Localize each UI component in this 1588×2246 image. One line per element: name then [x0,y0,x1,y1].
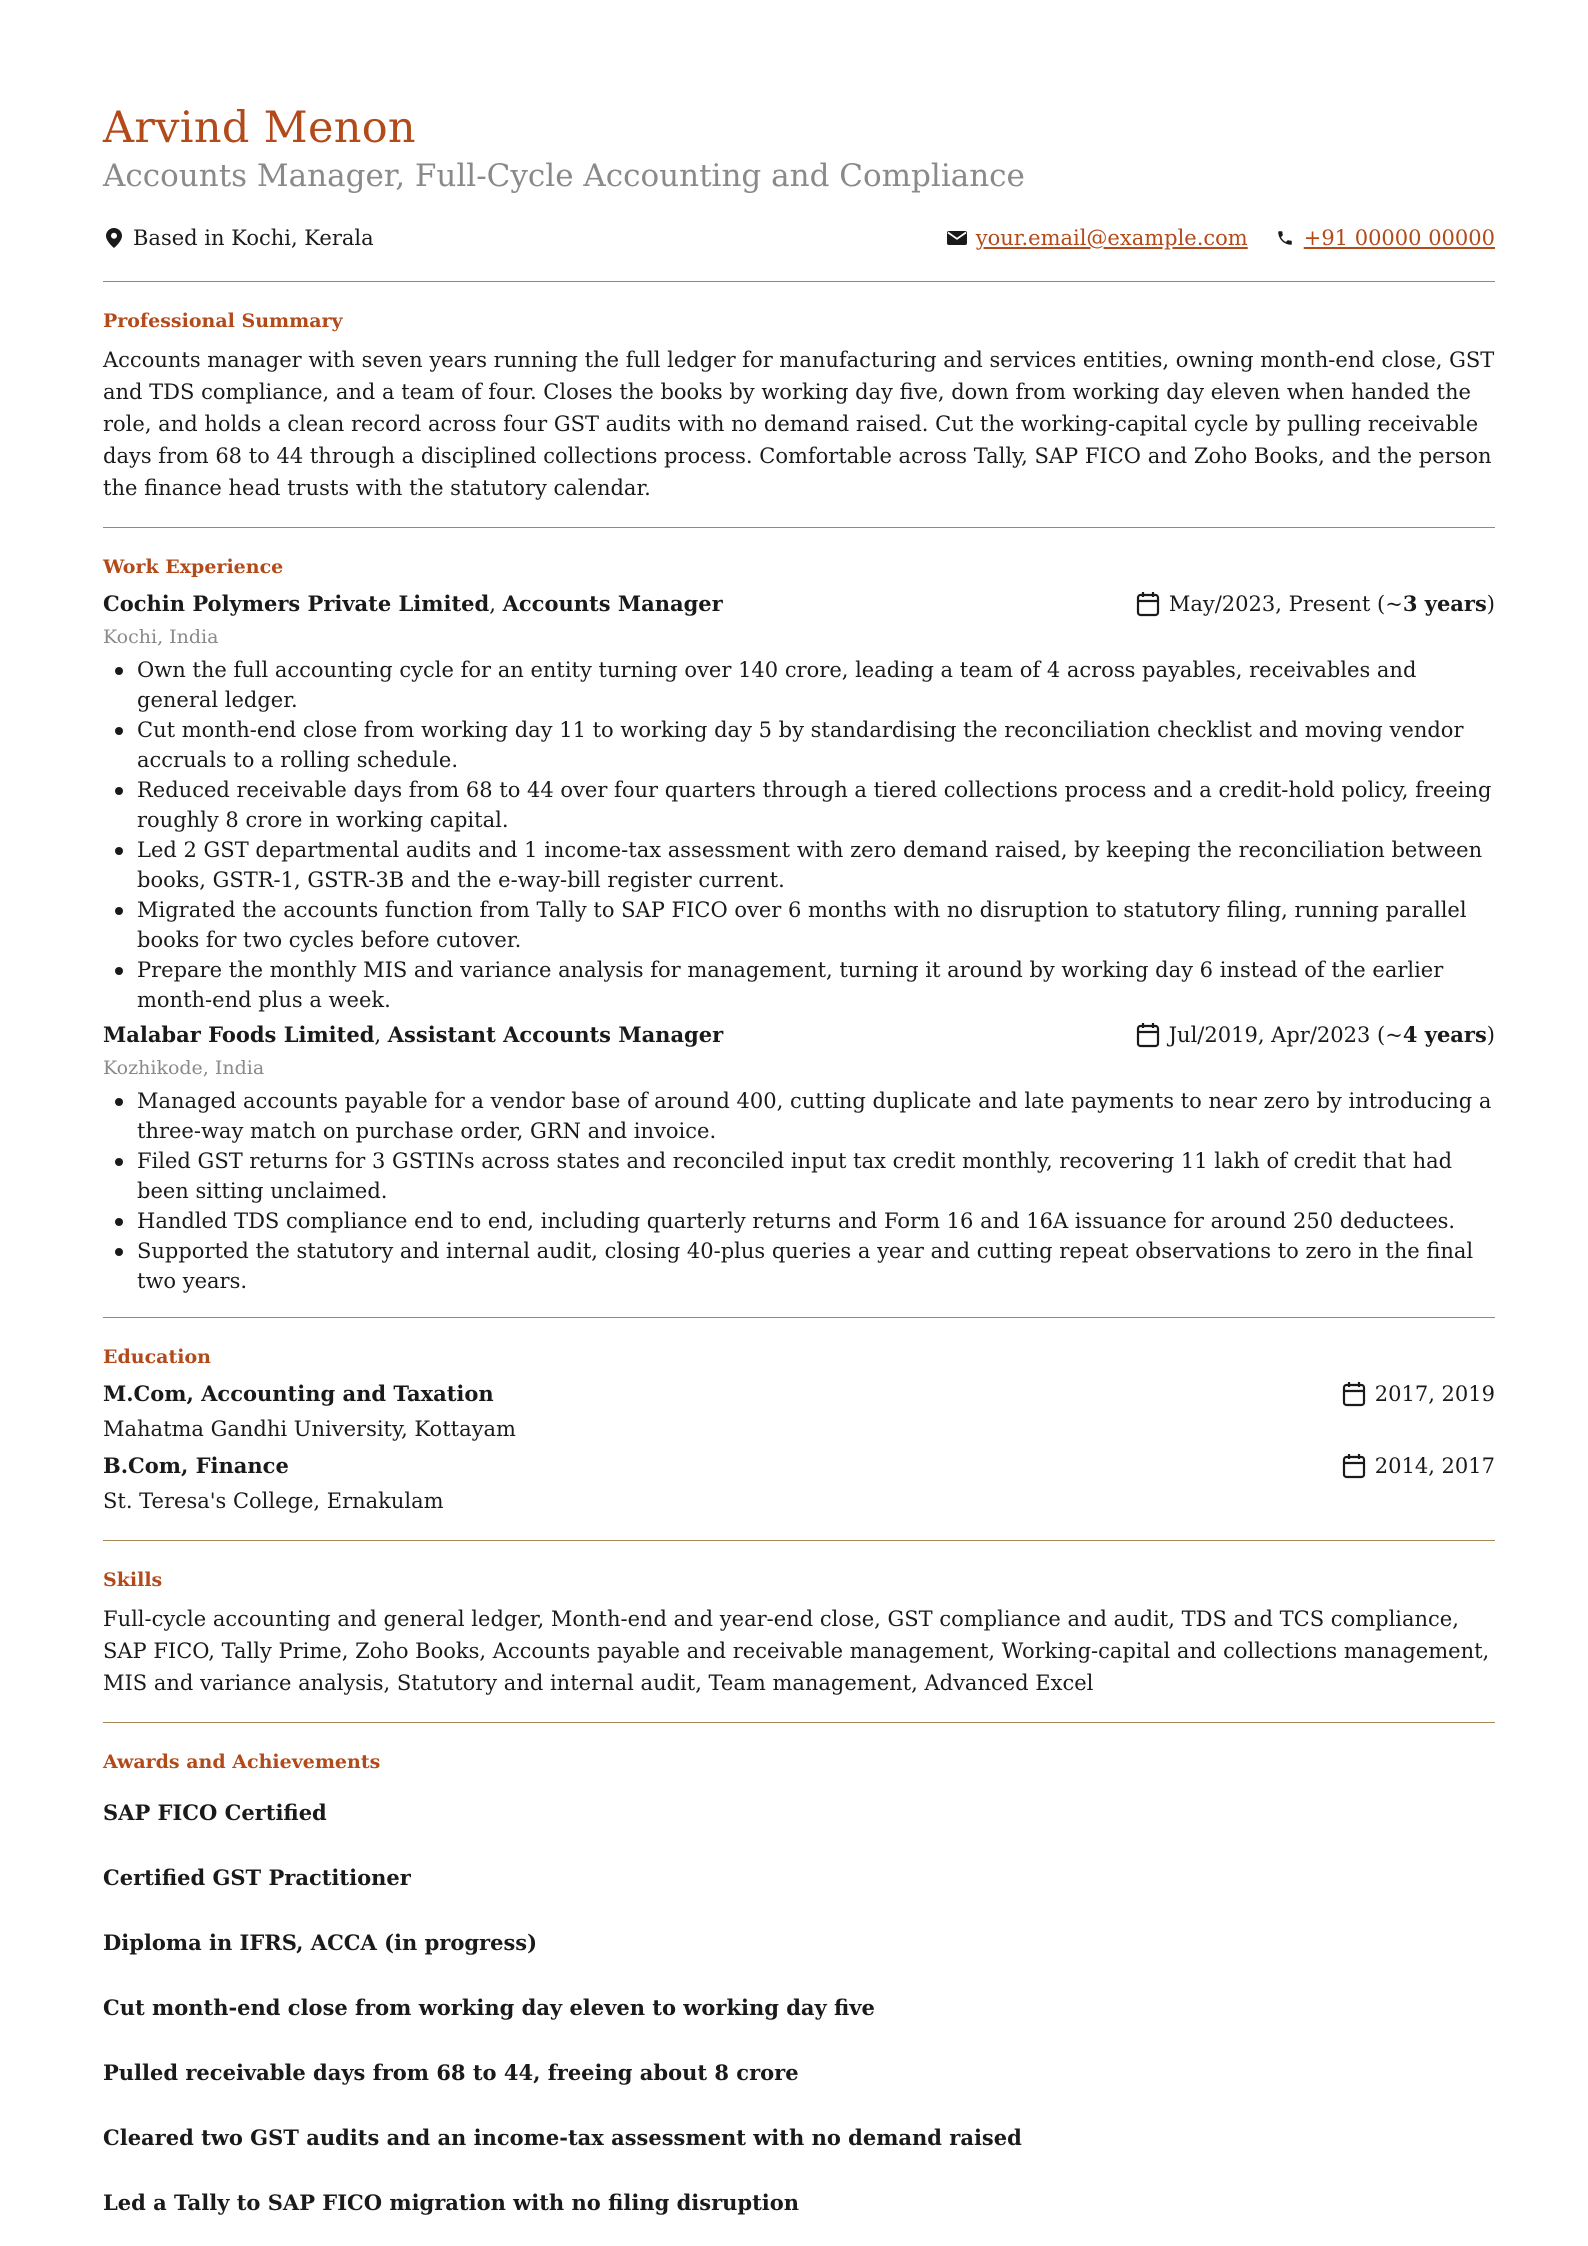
job-entry [103,588,1495,1015]
list-item: Filed GST returns for 3 GSTINs across states and reconciled input tax credit monthly, recovering 11 lakh of credit that had been sitting unclaimed. [103,1146,1495,1206]
list-item: Prepare the monthly MIS and variance analysis for management, turning it around by working day 6 instead of the earlier month-end plus a week. [103,955,1495,1015]
job-role: Assistant Accounts Manager [387,1022,724,1047]
calendar-icon [1342,1381,1366,1407]
location-text: Based in Kochi, Kerala [133,226,374,250]
job-company: Malabar Foods Limited [103,1022,375,1047]
education-school: Mahatma Gandhi University, Kottayam [103,1417,516,1441]
section-title-summary: Professional Summary [103,310,343,332]
phone-link[interactable]: +91 00000 00000 [1303,226,1495,250]
section-title-education: Education [103,1346,211,1368]
job-title: Malabar Foods Limited, Assistant Accounts Manager [103,1022,724,1047]
job-duration: 4 years [1402,1022,1487,1047]
job-company: Cochin Polymers Private Limited [103,591,490,616]
job-dates: Jul/2019, Apr/2023 (~ 4 years ) [1136,1019,1495,1051]
divider [103,281,1495,282]
section-title-skills: Skills [103,1569,163,1591]
calendar-icon [1342,1453,1366,1479]
divider [103,1540,1495,1541]
job-bullets [103,655,1495,1015]
job-role: Accounts Manager [502,591,723,616]
awards-section [103,1749,1495,2219]
education-dates: 2014, 2017 [1342,1450,1495,1482]
education-dates: 2017, 2019 [1342,1378,1495,1410]
list-item: Cut month-end close from working day 11 to working day 5 by standardising the reconciliation checklist and moving vendor accruals to a rolling schedule. [103,715,1495,775]
award-item: Cut month-end close from working day eleven to working day five [103,1995,875,2020]
list-item: Handled TDS compliance end to end, including quarterly returns and Form 16 and 16A issuance for around 250 deductees. [103,1206,1495,1236]
list-item: Led 2 GST departmental audits and 1 income-tax assessment with zero demand raised, by keeping the reconciliation between books, GSTR-1, GSTR-3B and the e-way-bill register current. [103,835,1495,895]
email-link[interactable]: your.email@example.com [975,226,1248,250]
location [103,223,374,253]
contact-row [103,223,1495,253]
education-entry [103,1378,1495,1446]
job-date-range: May/2023, Present (~ [1168,592,1403,616]
education-section [103,1344,1495,1518]
award-item: SAP FICO Certified [103,1800,327,1825]
resume-content [103,100,1495,2219]
list-item: Managed accounts payable for a vendor base of around 400, cutting duplicate and late payments to near zero by introducing a three-way match on purchase order, GRN and invoice. [103,1086,1495,1146]
contact-links [946,223,1495,253]
list-item: Own the full accounting cycle for an entity turning over 140 crore, leading a team of 4 across payables, receivables and general ledger. [103,655,1495,715]
award-item: Led a Tally to SAP FICO migration with no filing disruption [103,2190,800,2215]
award-item: Certified GST Practitioner [103,1865,411,1890]
phone-icon [1274,227,1296,249]
candidate-name: Arvind Menon [103,103,416,153]
job-dates: May/2023, Present (~ 3 years ) [1136,588,1495,620]
list-item: Reduced receivable days from 68 to 44 over four quarters through a tiered collections process and a credit-hold policy, freeing roughly 8 crore in working capital. [103,775,1495,835]
award-item: Cleared two GST audits and an income-tax assessment with no demand raised [103,2125,1022,2150]
education-header [103,1378,1495,1410]
candidate-title: Accounts Manager, Full-Cycle Accounting and Compliance [103,158,1025,194]
envelope-icon [946,227,968,249]
experience-section [103,554,1495,1296]
job-header [103,588,1495,620]
divider [103,527,1495,528]
divider [103,1722,1495,1723]
section-title-experience: Work Experience [103,556,284,578]
job-entry [103,1019,1495,1296]
job-date-range: Jul/2019, Apr/2023 (~ [1168,1023,1403,1047]
calendar-icon [1136,1022,1160,1048]
list-item: Supported the statutory and internal audit, closing 40-plus queries a year and cutting repeat observations to zero in the final two years. [103,1236,1495,1296]
education-entry [103,1450,1495,1518]
calendar-icon [1136,591,1160,617]
skills-text: Full-cycle accounting and general ledger, Month-end and year-end close, GST compliance and audit, TDS and TCS compliance, SAP FICO, Tally Prime, Zoho Books, Accounts payable and receivable management, Working-capital and collections management, MIS and variance analysis, Statutory and internal audit, Team management, Advanced Excel [103,1607,1490,1695]
skills-section [103,1567,1495,1699]
education-degree: M.Com, Accounting and Taxation [103,1381,494,1406]
location-pin-icon [103,227,125,249]
job-bullets [103,1086,1495,1296]
education-header [103,1450,1495,1482]
summary-section [103,308,1495,504]
job-duration: 3 years [1402,591,1487,616]
award-item: Pulled receivable days from 68 to 44, freeing about 8 crore [103,2060,799,2085]
summary-text: Accounts manager with seven years running the full ledger for manufacturing and services entities, owning month-end close, GST and TDS compliance, and a team of four. Closes the books by working day five, down from working day eleven when handed the role, and holds a clean record across four GST audits with no demand raised. Cut the working-capital cycle by pulling receivable days from 68 to 44 through a disciplined collections process. Comfortable across Tally, SAP FICO and Zoho Books, and the person the finance head trusts with the statutory calendar. [103,348,1495,500]
job-title: Cochin Polymers Private Limited, Accounts Manager [103,591,723,616]
job-location: Kozhikode, India [103,1057,265,1079]
education-degree: B.Com, Finance [103,1453,289,1478]
job-location: Kochi, India [103,626,219,648]
award-item: Diploma in IFRS, ACCA (in progress) [103,1930,538,1955]
education-school: St. Teresa's College, Ernakulam [103,1489,444,1513]
job-header [103,1019,1495,1051]
list-item: Migrated the accounts function from Tally to SAP FICO over 6 months with no disruption to statutory filing, running parallel books for two cycles before cutover. [103,895,1495,955]
divider [103,1317,1495,1318]
section-title-awards: Awards and Achievements [103,1751,381,1773]
